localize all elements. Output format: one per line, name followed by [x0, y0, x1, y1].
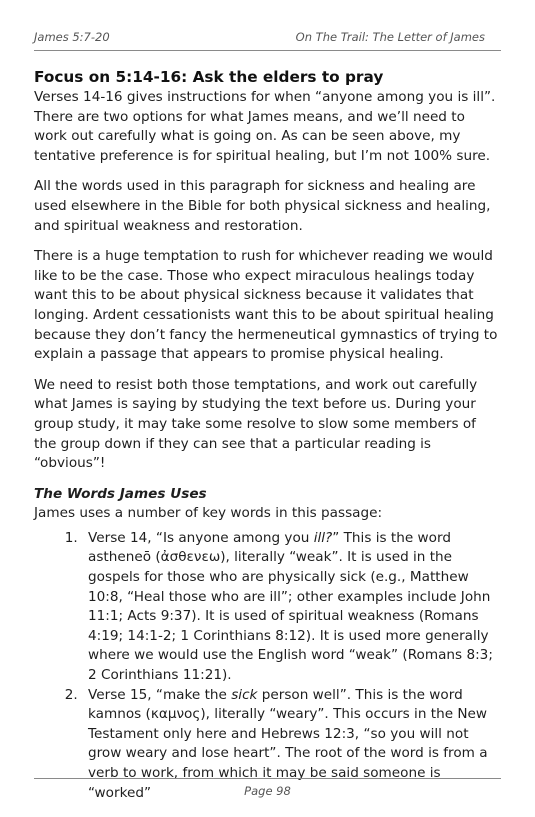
list-item-text: ” This is the word astheneō (ἀσθενεω), literally “weak”. It is used in the gospels for those who are physically sick (e.g., Matthew 10:8, “Heal those who are ill”; other examples include John 11:1; Acts 9:37). It is used of spiritual weakness (Romans 4:19; 14:1-2; 1 Corinthians 8:12). It is used more generally where we would use the English word “weak” (Romans 8:3; 2 Corinthians 11:21). [88, 529, 493, 684]
paragraph: All the words used in this paragraph for sickness and healing are used elsewhere in the Bible for both physical sickness and healing, and spiritual weakness and restoration. [34, 178, 491, 234]
paragraph: There is a huge temptation to rush for whichever reading we would like to be the case. Those who expect miraculous healings today want this to be about physical sickness because it validates that longing. Ardent cessationists want this to be about spiritual healing because they don’t fancy the hermeneutical gymnastics of trying to explain a passage that appears to promise physical healing. [34, 248, 498, 363]
paragraph: We need to resist both those temptations, and work out carefully what James is saying by studying the text before us. During your group study, it may take some resolve to slow some members of the group down if they can see that a particular reading is “obvious”! [34, 376, 478, 472]
list-item [82, 529, 501, 686]
footer-divider [34, 778, 501, 779]
section-heading: Focus on 5:14-16: Ask the elders to pray [34, 68, 384, 86]
paragraph: Verses 14-16 gives instructions for when “anyone among you is ill”. There are two options for what James means, and we’ll need to work out carefully what is going on. As can be seen above, my tentative preference is for spiritual healing, but I’m not 100% sure. [34, 89, 496, 164]
list-item-text: person well”. This is the word kamnos (καμνος), literally “weary”. This occurs in the New Testament only here and Hebrews 12:3, “so you will not grow weary and lose heart”. The root of the word is from a verb to work, from which it may be said someone is “worked” [88, 686, 488, 801]
header-chapter-ref: James 5:7-20 [34, 30, 110, 44]
list-item-text: Verse 14, “Is anyone among you [88, 529, 314, 546]
emphasized-word: ill? [313, 529, 333, 546]
subsection-heading: The Words James Uses [34, 485, 207, 502]
subsection-intro: James uses a number of key words in this passage: [34, 505, 383, 522]
key-words-list [34, 529, 501, 803]
page-content [34, 66, 501, 803]
emphasized-word: sick [231, 686, 258, 703]
header-book-title: On The Trail: The Letter of James [295, 30, 485, 44]
list-item-text: Verse 15, “make the [88, 686, 232, 703]
page-number: Page 98 [244, 784, 291, 798]
running-header [34, 28, 501, 51]
